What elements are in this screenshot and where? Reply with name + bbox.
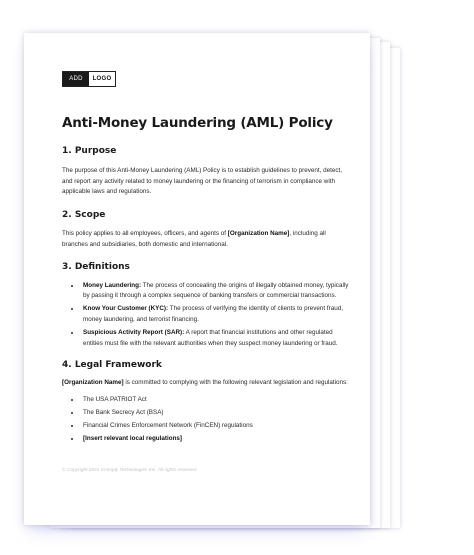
legislation-item: • [Insert relevant local regulations] — [81, 434, 350, 445]
legislation-item: • The USA PATRIOT Act — [81, 395, 350, 406]
scope-text: This policy applies to all employees, officers, and agents of [Organization Name], including all branches and subsidiaries, both domestic and international. — [62, 230, 326, 248]
legal-framework-heading: 4. Legal Framework — [62, 360, 162, 371]
logo-logo-text: LOGO — [89, 72, 115, 86]
document-title: Anti-Money Laundering (AML) Policy — [62, 115, 333, 131]
legislation-item: • The Bank Secrecy Act (BSA) — [81, 408, 350, 419]
logo-placeholder — [62, 71, 116, 87]
logo-add-text: ADD — [63, 72, 89, 86]
purpose-text: The purpose of this Anti-Money Laundering (AML) Policy is to establish guidelines to prevent, detect, and report any activity related to money laundering or the financing of terrorism in compliance with applicable laws and regulations. — [62, 167, 343, 196]
definitions-list — [62, 281, 350, 350]
org-name-placeholder: [Organization Name] — [62, 379, 124, 387]
org-name-placeholder: [Organization Name] — [227, 230, 290, 238]
definitions-heading: 3. Definitions — [62, 261, 130, 272]
definition-item: • Know Your Customer (KYC): The process of verifying the identity of clients to prevent fraud, money laundering, and terrorist financing. — [81, 304, 350, 325]
scope-heading: 2. Scope — [62, 210, 106, 221]
definition-item: • Money Laundering: The process of concealing the origins of illegally obtained money, typically by passing it through a complex sequence of banking transfers or commercial transactions. — [81, 281, 350, 302]
document-page — [24, 33, 370, 525]
legal-framework-text: [Organization Name] is committed to complying with the following relevant legislation and regulations: — [62, 379, 348, 387]
legislation-list — [62, 395, 350, 445]
legislation-item: • Financial Crimes Enforcement Network (FinCEN) regulations — [81, 421, 350, 432]
definition-item: • Suspicious Activity Report (SAR): A report that financial institutions and other regulated entities must file with the relevant authorities when they suspect money laundering or fraud. — [81, 328, 350, 349]
copyright-footer: © Copyright 2024 iComply Technologies Inc. All rights reserved. — [62, 467, 198, 473]
purpose-heading: 1. Purpose — [62, 146, 117, 156]
